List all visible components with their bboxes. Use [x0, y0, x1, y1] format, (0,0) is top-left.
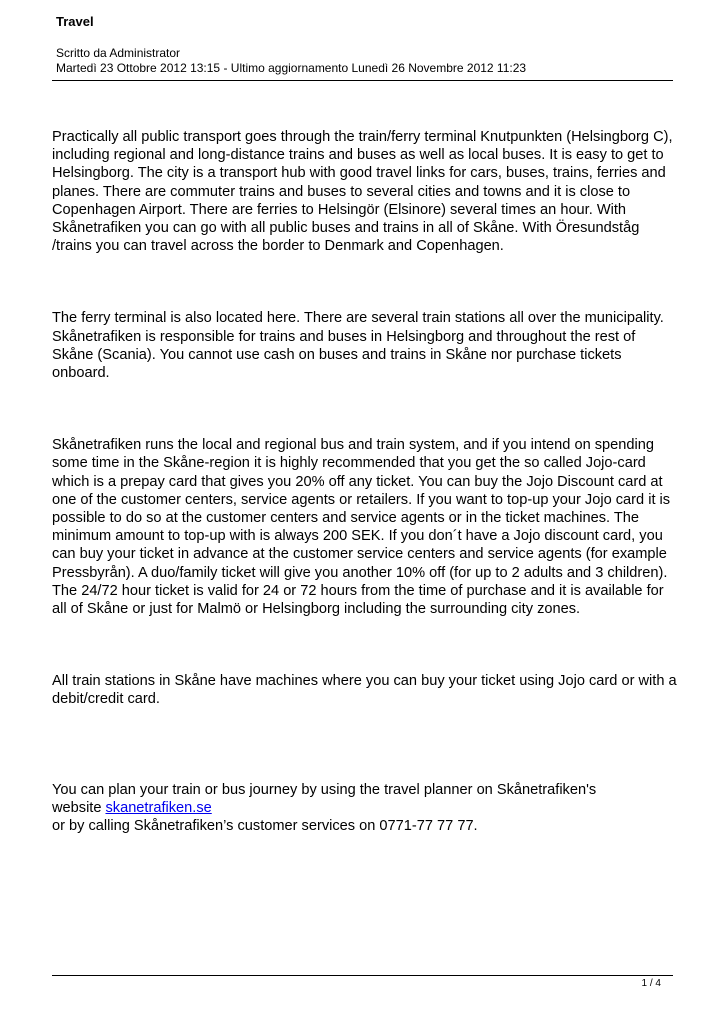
author-line: Scritto da Administrator [56, 46, 181, 60]
paragraph-jojo-card: Skånetrafiken runs the local and regional bus and train system, and if you intend on spending some time in the Skåne-region it is highly recommended that you get the so called Jojo-card which is a prepay card that gives you 20% off any ticket. You can buy the Jojo Discount card at one of the customer centers, service agents or retailers. If you want to top-up your Jojo card it is possible to do so at the customer centers and service agents or in the ticket machines. The minimum amount to top-up with is always 200 SEK. If you don´t have a Jojo discount card, you can buy your ticket in advance at the customer service centers and service agents (for example Pressbyrån). A duo/family ticket will give you another 10% off (for up to 2 adults and 3 children). The 24/72 hour ticket is valid for 24 or 72 hours from the time of purchase and it is available for all of Skåne or just for Malmö or Helsingborg including the surrounding city zones. [52, 437, 671, 618]
page-title: Travel [56, 14, 94, 29]
paragraph-transport-overview: Practically all public transport goes through the train/ferry terminal Knutpunkten (Helsingborg C), including regional and long-distance trains and buses as well as local buses. It is easy to get to Helsingborg. The city is a transport hub with good travel links for cars, buses, trains, ferries and planes. There are commuter trains and buses to several cities and towns and it is close to Copenhagen Airport. There are ferries to Helsingör (Elsinore) several times an hour. With Skånetrafiken you can go with all public buses and trains in all of Skåne. With Öresundståg /trains you can travel across the border to Denmark and Copenhagen. [52, 129, 673, 255]
date-line: Martedì 23 Ottobre 2012 13:15 - Ultimo aggiornamento Lunedì 26 Novembre 2012 11:23 [56, 61, 527, 75]
paragraph-ferry-terminal: The ferry terminal is also located here. There are several train stations all over the municipality. Skånetrafiken is responsible for trains and buses in Helsingborg and throughout the rest of Skåne (Scania). You cannot use cash on buses and trains in Skåne nor purchase tickets onboard. [52, 310, 664, 382]
article-body [52, 128, 678, 835]
paragraph-ticket-machines: All train stations in Skåne have machines where you can buy your ticket using Jojo card or with a debit/credit card. [52, 673, 677, 708]
skanetrafiken-link[interactable]: skanetrafiken.se [105, 799, 212, 816]
page-number: 1 / 4 [641, 978, 661, 989]
header-divider [52, 80, 673, 81]
article-meta [56, 46, 526, 76]
footer-divider [52, 975, 673, 976]
travel-planner-text: You can plan your train or bus journey by using the travel planner on Skånetrafiken's website [52, 781, 597, 816]
customer-service-text: or by calling Skånetrafiken’s customer services on 0771-77 77 77. [52, 818, 478, 835]
paragraph-travel-planner [52, 781, 678, 836]
